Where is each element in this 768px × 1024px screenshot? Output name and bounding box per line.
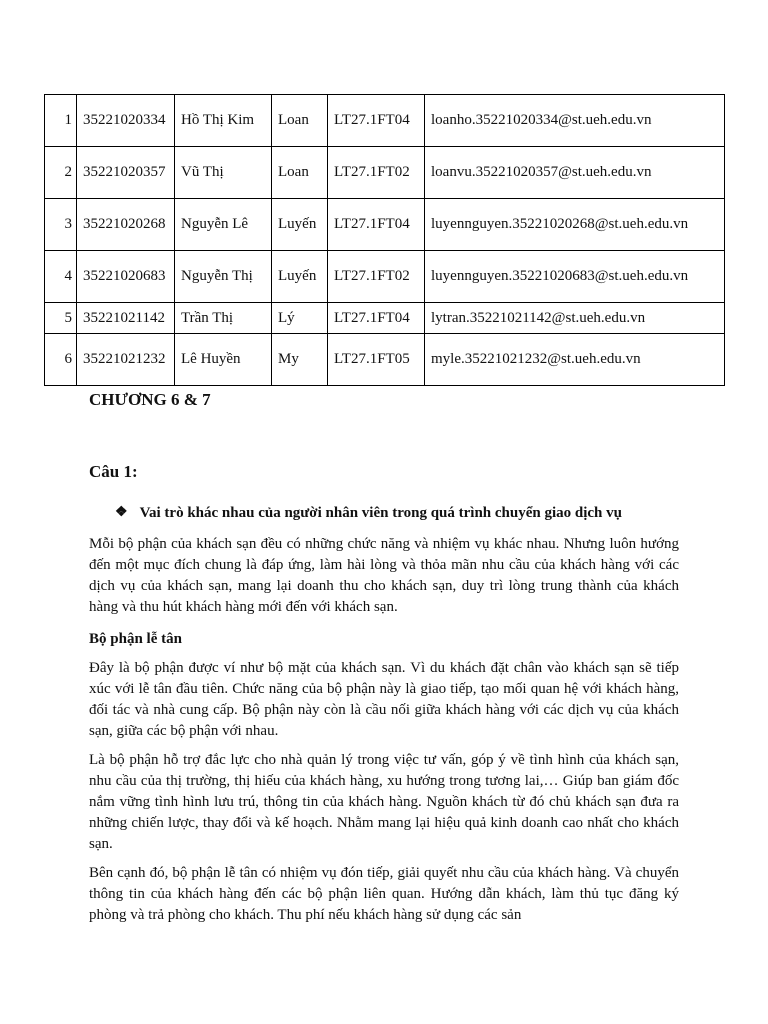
intro-paragraph: Mỗi bộ phận của khách sạn đều có những chức năng và nhiệm vụ khác nhau. Nhưng luôn hướng đến một mục đích chung là đáp ứng, làm hài lòng và thỏa mãn nhu cầu của khách hàng với các dịch vụ của khách sạn, mang lại doanh thu cho khách sạn, duy trì lòng trung thành của khách hàng và thu hút khách hàng mới đến với khách sạn. <box>89 536 679 615</box>
diamond-bullet-icon: ❖ <box>115 505 128 520</box>
class-code: LT27.1FT04 <box>328 199 425 251</box>
last-name: Lê Huyền <box>175 334 272 386</box>
email: lytran.35221021142@st.ueh.edu.vn <box>425 303 725 334</box>
first-name: Luyến <box>272 199 328 251</box>
class-code: LT27.1FT04 <box>328 95 425 147</box>
last-name: Hồ Thị Kim <box>175 95 272 147</box>
class-code: LT27.1FT04 <box>328 303 425 334</box>
row-number: 5 <box>45 303 77 334</box>
student-id: 35221020357 <box>77 147 175 199</box>
row-number: 3 <box>45 199 77 251</box>
document-body <box>89 386 679 926</box>
row-number: 6 <box>45 334 77 386</box>
question-title: Câu 1: <box>89 462 138 481</box>
student-id: 35221020334 <box>77 95 175 147</box>
body-paragraph: Đây là bộ phận được ví như bộ mặt của khách sạn. Vì du khách đặt chân vào khách sạn sẽ tiếp xúc với lễ tân đầu tiên. Chức năng của bộ phận này là giao tiếp, tạo mối quan hệ với khách hàng, đối tác và nhà cung cấp. Bộ phận này còn là cầu nối giữa khách hàng với các dịch vụ của khách sạn, giữa các bộ phận với nhau. <box>89 660 679 739</box>
table-row <box>45 334 725 386</box>
first-name: Lý <box>272 303 328 334</box>
last-name: Vũ Thị <box>175 147 272 199</box>
last-name: Nguyễn Lê <box>175 199 272 251</box>
chapter-title: CHƯƠNG 6 & 7 <box>89 390 211 409</box>
last-name: Trần Thị <box>175 303 272 334</box>
last-name: Nguyễn Thị <box>175 251 272 303</box>
row-number: 1 <box>45 95 77 147</box>
email: luyennguyen.35221020683@st.ueh.edu.vn <box>425 251 725 303</box>
class-code: LT27.1FT05 <box>328 334 425 386</box>
table-row <box>45 95 725 147</box>
table-row <box>45 147 725 199</box>
body-paragraph: Bên cạnh đó, bộ phận lễ tân có nhiệm vụ đón tiếp, giải quyết nhu cầu của khách hàng. Và chuyển thông tin của khách hàng đến các bộ phận liên quan. Hướng dẫn khách, làm thủ tục đăng ký phòng và trả phòng cho khách. Thu phí nếu khách hàng sử dụng các sản <box>89 865 679 923</box>
bullet-heading-text: Vai trò khác nhau của người nhân viên trong quá trình chuyển giao dịch vụ <box>139 505 622 521</box>
class-code: LT27.1FT02 <box>328 147 425 199</box>
row-number: 2 <box>45 147 77 199</box>
student-id: 35221021232 <box>77 334 175 386</box>
student-id: 35221020268 <box>77 199 175 251</box>
first-name: My <box>272 334 328 386</box>
class-code: LT27.1FT02 <box>328 251 425 303</box>
student-id: 35221021142 <box>77 303 175 334</box>
table-row <box>45 199 725 251</box>
email: loanho.35221020334@st.ueh.edu.vn <box>425 95 725 147</box>
body-paragraph: Là bộ phận hỗ trợ đắc lực cho nhà quản lý trong việc tư vấn, góp ý về tình hình của khách sạn, nhu cầu của thị trường, thị hiếu của khách hàng, xu hướng trong tương lai,… Giúp ban giám đốc nắm vững tình hình lưu trú, thông tin của khách hàng. Nguồn khách từ đó chủ khách sạn đưa ra những chiến lược, thay đổi và kế hoạch. Nhằm mang lại hiệu quả kinh doanh cao nhất cho khách sạn. <box>89 752 679 852</box>
student-id: 35221020683 <box>77 251 175 303</box>
section-subheading: Bộ phận lễ tân <box>89 631 182 647</box>
row-number: 4 <box>45 251 77 303</box>
email: luyennguyen.35221020268@st.ueh.edu.vn <box>425 199 725 251</box>
first-name: Loan <box>272 95 328 147</box>
bullet-heading <box>115 500 679 526</box>
first-name: Loan <box>272 147 328 199</box>
first-name: Luyến <box>272 251 328 303</box>
table-row <box>45 251 725 303</box>
email: loanvu.35221020357@st.ueh.edu.vn <box>425 147 725 199</box>
student-table <box>44 94 725 386</box>
table-row <box>45 303 725 334</box>
email: myle.35221021232@st.ueh.edu.vn <box>425 334 725 386</box>
